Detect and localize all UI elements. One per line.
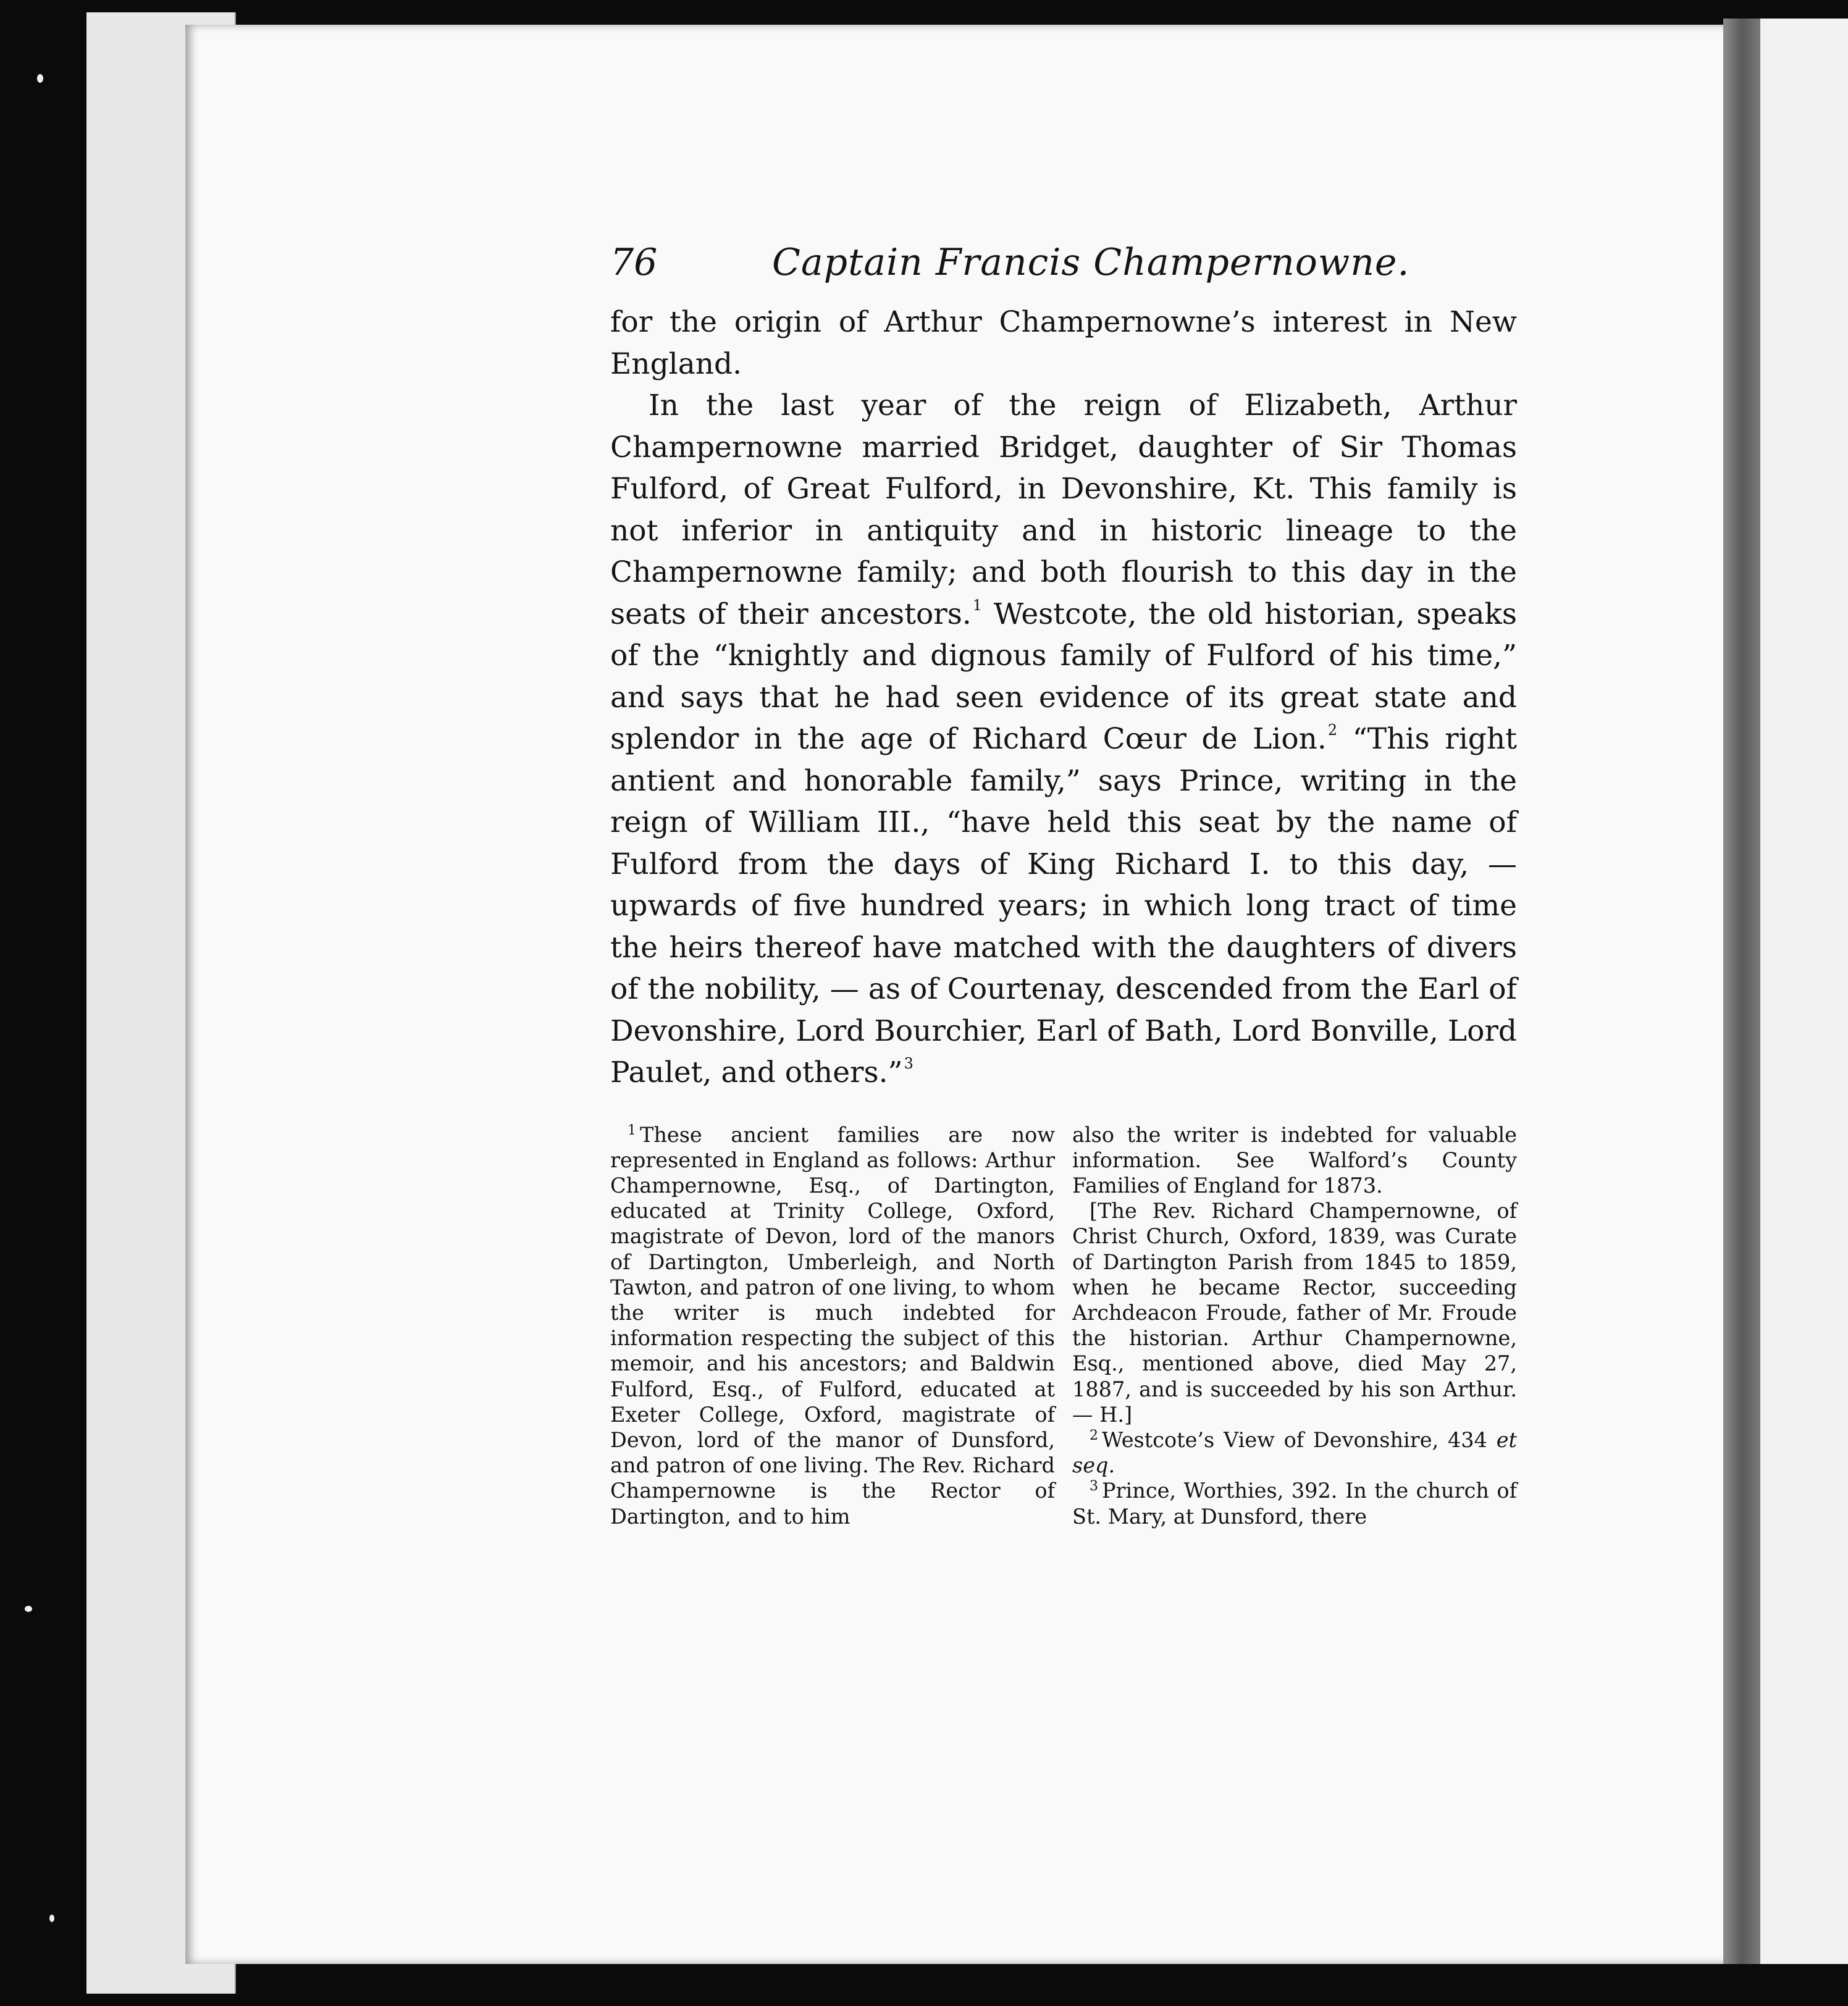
- footnote-text: Prince, Worthies, 392. In the church of St. Mary, at Dunsford, there: [1072, 1479, 1517, 1529]
- footnote-1-continued: also the writer is indebted for valuable information. See Walford’s County Families of England for 1873.: [1072, 1122, 1517, 1198]
- footnote-reference: 3: [904, 1055, 914, 1072]
- footnote-text: These ancient families are now represented in England as follows: Arthur Champernowne, Esq., of Dartington, educated at Trinity College, Oxford, magistrate of Devon, lord of the manors of Dartington, Umberleigh, and North Tawton, and patron of one living, to whom the writer is much indebted for information respecting the subject of this memoir, and his ancestors; and Baldwin Fulford, Esq., of Fulford, educated at Exeter College, Oxford, magistrate of Devon, lord of the manor of Dunsford, and patron of one living. The Rev. Richard Champernowne is the Rector of Dartington, and to him: [610, 1122, 1055, 1529]
- footnote-reference: 1: [972, 596, 983, 614]
- footnote-text: Westcote’s View of Devonshire, 434: [1102, 1427, 1487, 1452]
- paragraph-fulford: [610, 385, 1517, 1094]
- footnote-text-italic: et seq.: [1072, 1427, 1517, 1478]
- scan-speck: [37, 74, 43, 83]
- running-title: Captain Francis Champernowne.: [772, 241, 1410, 284]
- page-number: 76: [610, 241, 658, 284]
- running-head: [610, 235, 1517, 290]
- scan-speck: [49, 1915, 54, 1922]
- facing-page-edge: [1760, 19, 1848, 1964]
- footnote-2: [1072, 1427, 1517, 1478]
- paragraph-continuation: for the origin of Arthur Champernowne’s interest in New England.: [610, 305, 1517, 381]
- page-gutter: [1723, 19, 1760, 1964]
- footnote-1: [610, 1122, 1055, 1529]
- footnote-column-left: [610, 1122, 1055, 1529]
- paragraph-text: Westcote, the old historian, speaks of the “knightly and dignous family of Fulford of his time,” and says that he had seen evidence of its great state and splendor in the age of Richard Cœur de Lion.: [610, 597, 1518, 756]
- footnote-number: 3: [1090, 1479, 1098, 1495]
- footnote-3: [1072, 1478, 1517, 1529]
- scan-speck: [25, 1606, 32, 1612]
- page-content: [610, 235, 1517, 1529]
- footnote-editor-note: [The Rev. Richard Champernowne, of Christ Church, Oxford, 1839, was Curate of Dartington Parish from 1845 to 1859, when he became Rector, succeeding Archdeacon Froude, father of Mr. Froude the historian. Arthur Champernowne, Esq., mentioned above, died May 27, 1887, and is succeeded by his son Arthur. — H.]: [1072, 1199, 1517, 1427]
- paragraph-text: “This right antient and honorable family,” says Prince, writing in the reign of William III., “have held this seat by the name of Fulford from the days of King Richard I. to this day, — upwards of five hundred years; in which long tract of time the heirs thereof have matched with the daughters of divers of the nobility, — as of Courtenay, descended from the Earl of Devonshire, Lord Bourchier, Earl of Bath, Lord Bonville, Lord Paulet, and others.”: [610, 722, 1517, 1089]
- body-text: [610, 301, 1517, 1094]
- footnote-number: 1: [628, 1122, 636, 1138]
- footnote-column-right: [1072, 1122, 1517, 1529]
- footnote-number: 2: [1090, 1427, 1098, 1443]
- footnote-reference: 2: [1327, 721, 1338, 739]
- footnotes: [610, 1122, 1517, 1529]
- paragraph-text: In the last year of the reign of Elizabeth, Arthur Champernowne married Bridget, daughter of Sir Thomas Fulford, of Great Fulford, in Devonshire, Kt. This family is not inferior in antiquity and in historic lineage to the Champernowne family; and both flourish to this day in the seats of their ancestors.: [610, 388, 1517, 631]
